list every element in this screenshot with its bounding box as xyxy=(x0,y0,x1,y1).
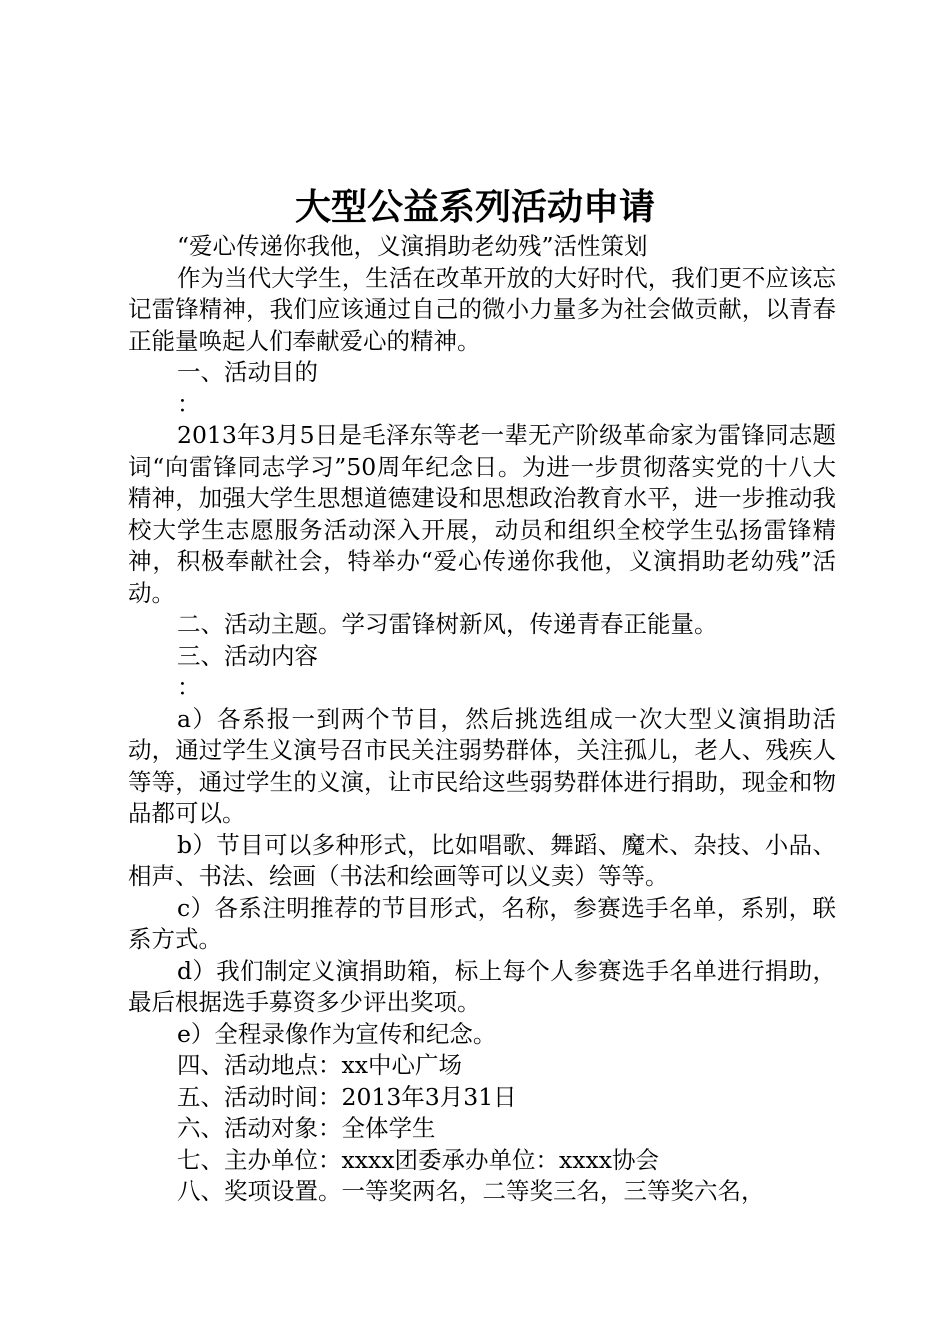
section-location: 四、活动地点：xx中心广场 xyxy=(177,1051,463,1079)
document-title: 大型公益系列活动申请 xyxy=(294,187,655,228)
intro-paragraph: 作为当代大学生，生活在改革开放的大好时代，我们更不应该忘记雷锋精神，我们应该通过自己的微小力量多为社会做贡献，以青春正能量唤起人们奉献爱心的精神。 xyxy=(128,263,836,355)
purpose-paragraph: 2013年3月5日是毛泽东等老一辈无产阶级革命家为雷锋同志题词“向雷锋同志学习”50周年纪念日。为进一步贯彻落实党的十八大精神，加强大学生思想道德建设和思想政治教育水平，进一步推动我校大学生志愿服务活动深入开展，动员和组织全校学生弘扬雷锋精神，积极奉献社会，特举办“爱心传递你我他，义演捐助老幼残”活动。 xyxy=(128,421,836,607)
content-item-d: d）我们制定义演捐助箱，标上每个人参赛选手名单进行捐助，最后根据选手募资多少评出奖项。 xyxy=(128,956,836,1016)
section-awards: 八、奖项设置。一等奖两名，二等奖三名，三等奖六名， xyxy=(177,1177,765,1205)
colon-line: ： xyxy=(177,389,201,418)
colon-line: ： xyxy=(177,673,201,701)
content-item-c: c）各系注明推荐的节目形式，名称，参赛选手名单，系别，联系方式。 xyxy=(128,893,836,953)
content-item-a: a）各系报一到两个节目，然后挑选组成一次大型义演捐助活动，通过学生义演号召市民关注弱势群体，关注孤儿，老人、残疾人等等，通过学生的义演，让市民给这些弱势群体进行捐助，现金和物品都可以。 xyxy=(128,704,836,827)
section-heading-purpose: 一、活动目的 xyxy=(177,358,318,386)
section-heading-content: 三、活动内容 xyxy=(177,641,318,670)
content-item-b: b）节目可以多种形式，比如唱歌、舞蹈、魔术、杂技、小品、相声、书法、绘画（书法和绘画等可以义卖）等等。 xyxy=(128,830,836,890)
section-organizer: 七、主办单位：xxxx团委承办单位：xxxx协会 xyxy=(177,1145,660,1174)
document-body xyxy=(128,231,836,1208)
section-time: 五、活动时间：2013年3月31日 xyxy=(177,1082,517,1111)
section-theme: 二、活动主题。学习雷锋树新风，传递青春正能量。 xyxy=(177,610,718,638)
content-item-e: e）全程录像作为宣传和纪念。 xyxy=(177,1019,497,1048)
section-audience: 六、活动对象：全体学生 xyxy=(177,1114,436,1142)
subtitle-paragraph: “爱心传递你我他，义演捐助老幼残”活性策划 xyxy=(177,232,648,260)
